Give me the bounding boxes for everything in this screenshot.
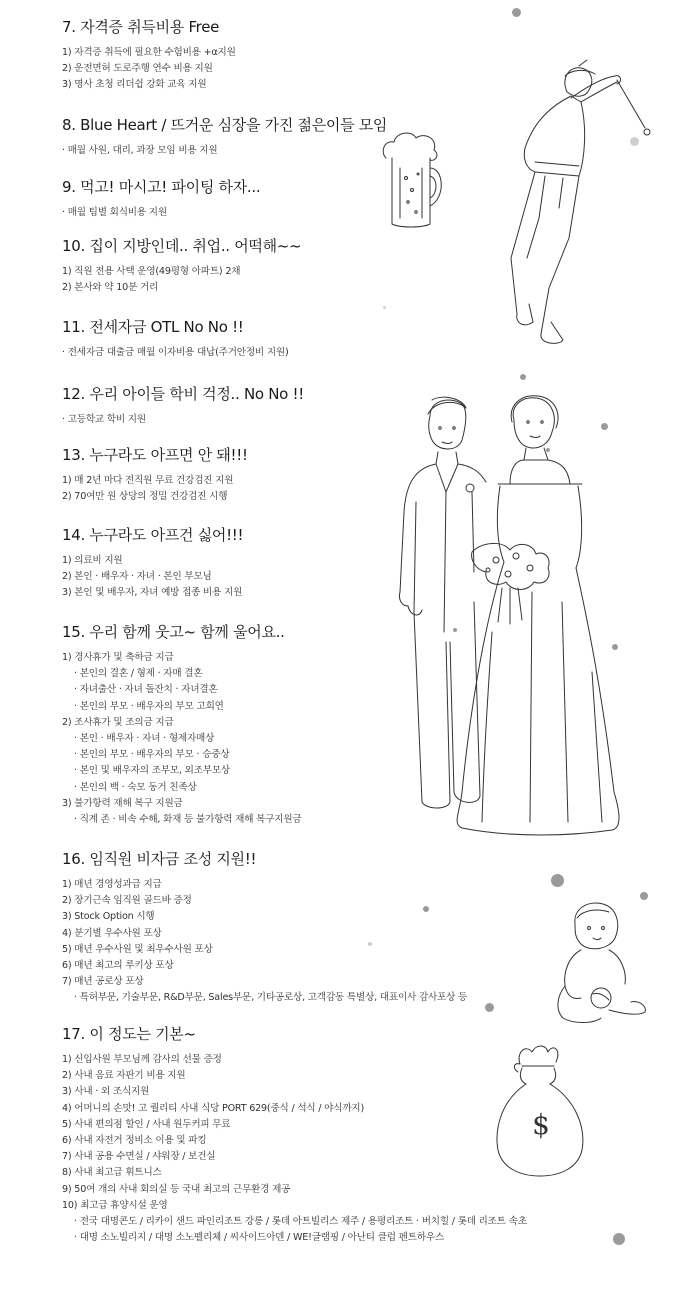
dollar-symbol: $ [532, 1108, 550, 1141]
section-title: 12. 우리 아이들 학비 걱정.. No No !! [62, 385, 304, 403]
section-11 [62, 316, 289, 361]
section-16 [62, 848, 467, 1007]
list-item: 7) 사내 공용 수면실 / 샤워장 / 보건실 [62, 1151, 216, 1163]
section-title: 10. 집이 지방인데.. 취업.. 어떡해~~ [62, 237, 302, 255]
section-title: 7. 자격증 취득비용 Free [62, 18, 220, 36]
list-item: 10) 최고급 휴양시설 운영 [62, 1199, 168, 1211]
decor-dot [640, 892, 648, 900]
section-10 [62, 235, 301, 296]
list-item: 4) 어머니의 손맛! 고 퀄리티 사내 식당 PORT 629(중식 / 석식 / 야식까지) [62, 1102, 364, 1114]
list-item: 7) 매년 공로상 포상 [62, 976, 144, 988]
list-item: · 전세자금 대출금 매월 이자비용 대납(주거안정비 지원) [62, 347, 289, 358]
list-item: 1) 신입사원 부모님께 감사의 선물 증정 [62, 1054, 222, 1065]
list-item: 2) 본인 · 배우자 · 자녀 · 본인 부모님 [62, 571, 212, 583]
list-item: 2) 장기근속 임직원 골드바 증정 [62, 895, 192, 907]
list-item: 3) Stock Option 시행 [62, 911, 155, 923]
list-item: · 대명 소노빌리지 / 대명 소노펠리체 / 씨사이드아덴 / WE!글램핑 / 아난티 클럽 펜트하우스 [74, 1232, 445, 1244]
list-item: 5) 사내 편의점 할인 / 사내 원두커피 무료 [62, 1118, 231, 1130]
section-title: 11. 전세자금 OTL No No !! [62, 318, 244, 336]
golfer-icon [505, 58, 655, 348]
list-item: · 본인의 부모 · 배우자의 부모 고희연 [74, 700, 224, 712]
section-17 [62, 1023, 527, 1246]
section-9 [62, 176, 260, 221]
decor-dot [512, 8, 521, 17]
list-item: 4) 분기별 우수사원 포상 [62, 927, 162, 939]
list-item: 3) 불가항력 재해 복구 지원금 [62, 797, 183, 809]
decor-dot [368, 942, 372, 946]
list-item: 3) 명사 초청 리더쉽 강화 교육 지원 [62, 79, 207, 91]
list-item: 6) 매년 최고의 루키상 포상 [62, 960, 174, 972]
baby-icon [553, 900, 648, 1030]
list-item: · 특허부문, 기술부문, R&D부문, Sales부문, 기타공로상, 고객감동 특별상, 대표이사 감사포상 등 [74, 992, 468, 1004]
section-title: 8. Blue Heart / 뜨거운 심장을 가진 젊은이들 모임 [62, 116, 388, 134]
decor-dot [485, 1003, 494, 1012]
list-item: · 본인 · 배우자 · 자녀 · 형제자매상 [74, 733, 215, 745]
section-title: 13. 누구라도 아프면 안 돼!!! [62, 446, 248, 464]
section-8 [62, 114, 387, 159]
list-item: · 매월 사원, 대리, 과장 모임 비용 지원 [62, 145, 218, 156]
decor-dot [383, 306, 386, 309]
list-item: 5) 매년 우수사원 및 최우수사원 포상 [62, 943, 213, 955]
list-item: · 고등학교 학비 지원 [62, 414, 146, 425]
decor-dot [520, 374, 526, 380]
decor-dot [551, 874, 564, 887]
list-item: 3) 사내 · 외 조식지원 [62, 1086, 150, 1098]
section-title: 14. 누구라도 아프건 싫어!!! [62, 526, 244, 544]
list-item: 6) 사내 자전거 정비소 이용 및 파킹 [62, 1135, 207, 1147]
section-15 [62, 621, 301, 828]
section-title: 15. 우리 함께 웃고~ 함께 울어요.. [62, 623, 285, 641]
list-item: 1) 경사휴가 및 축하금 지급 [62, 652, 174, 663]
beer-mug-icon [378, 128, 450, 232]
decor-dot [613, 1233, 625, 1245]
list-item: 2) 사내 음료 자판기 비용 지원 [62, 1070, 186, 1082]
list-item: · 매월 팀별 회식비용 지원 [62, 207, 167, 218]
list-item: · 본인 및 배우자의 조부모, 외조부모상 [74, 765, 230, 777]
list-item: 1) 매년 경영성과급 지급 [62, 879, 162, 890]
section-12 [62, 383, 304, 428]
list-item: 2) 70여만 원 상당의 정밀 건강검진 시행 [62, 491, 228, 503]
list-item: · 본인의 부모 · 배우자의 부모 · 승중상 [74, 749, 230, 761]
list-item: · 전국 대명콘도 / 리카이 샌드 파인리조트 강릉 / 롯데 아트빌리스 제주 / 용평리조트 · 버치힐 / 롯데 리조트 속초 [74, 1216, 527, 1228]
section-title: 9. 먹고! 마시고! 파이팅 하자... [62, 178, 261, 196]
section-title: 16. 임직원 비자금 조성 지원!! [62, 850, 257, 868]
list-item: · 자녀출산 · 자녀 돌잔치 · 자녀결혼 [74, 684, 218, 696]
list-item: 3) 본인 및 배우자, 자녀 예방 접종 비용 지원 [62, 587, 243, 599]
section-14 [62, 524, 243, 602]
list-item: 1) 직원 전용 사택 운영(49평형 아파트) 2채 [62, 266, 241, 277]
list-item: · 본인의 결혼 / 형제 · 자매 결혼 [74, 668, 203, 680]
section-7 [62, 16, 236, 94]
list-item: 2) 본사와 약 10분 거리 [62, 282, 159, 294]
list-item: 1) 매 2년 마다 전직원 무료 건강검진 지원 [62, 475, 234, 486]
list-item: 1) 자격증 취득에 필요한 수험비용 +α지원 [62, 47, 236, 58]
list-item: 1) 의료비 지원 [62, 555, 123, 566]
section-13 [62, 444, 248, 505]
decor-dot [423, 906, 429, 912]
list-item: 8) 사내 최고급 휘트니스 [62, 1167, 162, 1179]
wedding-couple-icon [392, 392, 628, 842]
section-title: 17. 이 정도는 기본~ [62, 1025, 196, 1043]
list-item: · 본인의 백 · 숙모 동거 친족상 [74, 781, 197, 793]
list-item: 2) 조사휴가 및 조의금 지급 [62, 716, 174, 728]
list-item: · 직계 존 · 비속 수해, 화재 등 불가항력 재해 복구지원금 [74, 814, 302, 826]
list-item: 9) 50여 개의 사내 회의실 등 국내 최고의 근무환경 제공 [62, 1183, 291, 1195]
list-item: 2) 운전면허 도로주행 연수 비용 지원 [62, 63, 213, 75]
